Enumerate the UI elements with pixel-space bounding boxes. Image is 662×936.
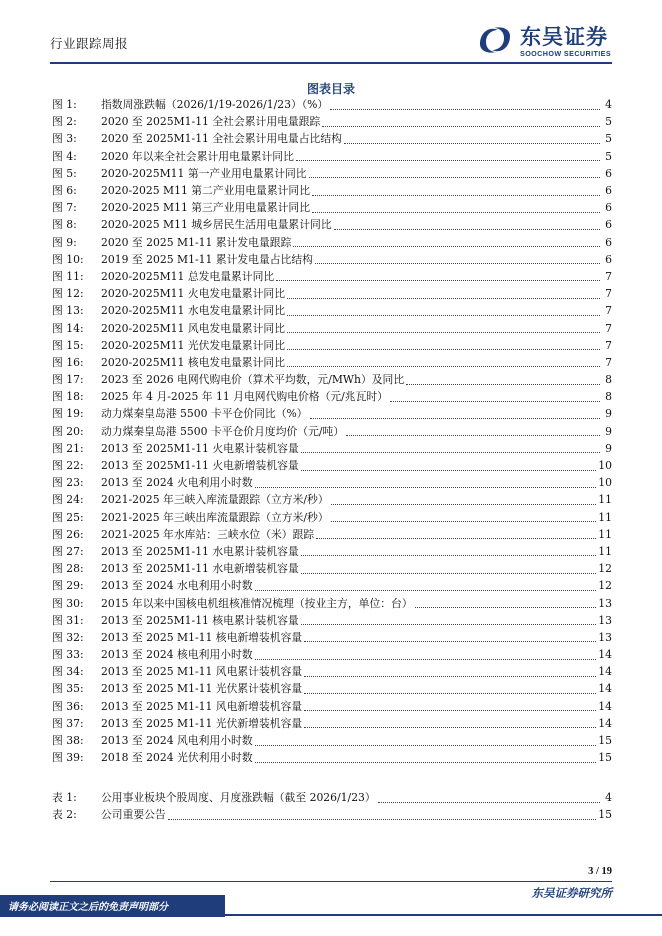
toc-entry-title: 2020 至 2025 M1-11 累计发电量跟踪 xyxy=(101,235,292,249)
toc-entry-number: 图 17: xyxy=(52,373,84,387)
toc-dot-leader xyxy=(301,469,597,471)
toc-figure-entry[interactable] xyxy=(52,577,612,594)
toc-entry-page: 13 xyxy=(598,613,612,627)
table-list xyxy=(52,789,612,823)
toc-figure-entry[interactable] xyxy=(52,732,612,749)
toc-entry-number: 图 37: xyxy=(52,716,84,730)
toc-entry-title: 2013 至 2025 M1-11 光伏累计装机容量 xyxy=(101,682,303,696)
toc-entry-number: 图 33: xyxy=(52,648,84,662)
toc-figure-entry[interactable] xyxy=(52,388,612,405)
toc-entry-number: 图 32: xyxy=(52,630,84,644)
toc-entry-title: 指数周涨跌幅（2026/1/19-2026/1/23）（%） xyxy=(101,98,329,112)
toc-figure-entry[interactable] xyxy=(52,474,612,491)
toc-entry-page: 5 xyxy=(605,132,612,146)
toc-entry-page: 12 xyxy=(598,579,612,593)
toc-dot-leader xyxy=(331,503,597,505)
toc-entry-title: 动力煤秦皇岛港 5500 卡平仓价月度均价（元/吨） xyxy=(101,424,345,438)
toc-dot-leader xyxy=(287,314,600,316)
toc-figure-entry[interactable] xyxy=(52,680,612,697)
toc-entry-number: 图 18: xyxy=(52,390,84,404)
toc-figure-entry[interactable] xyxy=(52,629,612,646)
footer-bar-line xyxy=(225,914,662,916)
toc-entry-title: 2013 至 2025 M1-11 光伏新增装机容量 xyxy=(101,716,303,730)
toc-dot-leader xyxy=(312,194,600,196)
toc-entry-title: 2021-2025 年水库站：三峡水位（米）跟踪 xyxy=(101,527,315,541)
company-logo xyxy=(476,22,626,62)
toc-entry-title: 2025 年 4 月-2025 年 11 月电网代购电价格（元/兆瓦时） xyxy=(101,390,388,404)
toc-dot-leader xyxy=(287,297,600,299)
toc-entry-title: 动力煤秦皇岛港 5500 卡平仓价同比（%） xyxy=(101,407,308,421)
toc-entry-page: 14 xyxy=(598,682,612,696)
toc-entry-number: 图 21: xyxy=(52,441,84,455)
toc-entry-number: 图 26: xyxy=(52,527,84,541)
toc-entry-page: 6 xyxy=(605,201,612,215)
toc-entry-number: 表 1: xyxy=(52,791,77,805)
toc-figure-entry[interactable] xyxy=(52,285,612,302)
toc-entry-title: 2020-2025M11 风电发电量累计同比 xyxy=(101,321,285,335)
toc-entry-number: 图 11: xyxy=(52,269,84,283)
toc-entry-page: 6 xyxy=(605,218,612,232)
toc-entry-title: 2023 至 2026 电网代购电价（算术平均数，元/MWh）及同比 xyxy=(101,373,405,387)
toc-dot-leader xyxy=(331,520,597,522)
toc-dot-leader xyxy=(346,434,600,436)
toc-table-entry[interactable] xyxy=(52,789,612,806)
toc-figure-entry[interactable] xyxy=(52,698,612,715)
toc-dot-leader xyxy=(304,640,596,642)
toc-entry-number: 图 20: xyxy=(52,424,84,438)
toc-entry-title: 2020-2025M11 核电发电量累计同比 xyxy=(101,355,285,369)
toc-figure-entry[interactable] xyxy=(52,130,612,147)
toc-figure-entry[interactable] xyxy=(52,234,612,251)
toc-entry-title: 2020-2025M11 火电发电量累计同比 xyxy=(101,287,285,301)
toc-entry-title: 2020-2025M11 光伏发电量累计同比 xyxy=(101,338,285,352)
toc-entry-number: 图 19: xyxy=(52,407,84,421)
toc-entry-title: 2020 至 2025M1-11 全社会累计用电量跟踪 xyxy=(101,115,321,129)
toc-entry-number: 图 23: xyxy=(52,476,84,490)
toc-entry-title: 2020-2025M11 水电发电量累计同比 xyxy=(101,304,285,318)
toc-figure-entry[interactable] xyxy=(52,612,612,629)
toc-entry-number: 表 2: xyxy=(52,808,77,822)
toc-dot-leader xyxy=(415,606,597,608)
toc-figure-entry[interactable] xyxy=(52,182,612,199)
toc-dot-leader xyxy=(255,761,597,763)
toc-dot-leader xyxy=(330,108,600,110)
toc-entry-page: 14 xyxy=(598,699,612,713)
toc-entry-page: 11 xyxy=(598,493,612,507)
toc-entry-page: 13 xyxy=(598,630,612,644)
toc-entry-number: 图 38: xyxy=(52,734,84,748)
toc-figure-entry[interactable] xyxy=(52,509,612,526)
toc-entry-page: 6 xyxy=(605,252,612,266)
toc-dot-leader xyxy=(344,142,600,144)
toc-dot-leader xyxy=(312,211,600,213)
toc-entry-title: 公司重要公告 xyxy=(101,808,166,822)
toc-entry-number: 图 16: xyxy=(52,355,84,369)
toc-entry-page: 7 xyxy=(605,321,612,335)
toc-entry-number: 图 28: xyxy=(52,562,84,576)
toc-dot-leader xyxy=(378,801,600,803)
toc-entry-number: 图 22: xyxy=(52,459,84,473)
toc-dot-leader xyxy=(304,709,596,711)
toc-dot-leader xyxy=(255,744,597,746)
toc-dot-leader xyxy=(287,365,600,367)
toc-entry-number: 图 2: xyxy=(52,115,77,129)
toc-dot-leader xyxy=(301,451,600,453)
toc-dot-leader xyxy=(310,417,600,419)
toc-figure-entry[interactable] xyxy=(52,354,612,371)
toc-entry-page: 7 xyxy=(605,304,612,318)
toc-entry-title: 2013 至 2025M1-11 水电新增装机容量 xyxy=(101,562,299,576)
toc-entry-page: 11 xyxy=(598,544,612,558)
toc-dot-leader xyxy=(287,348,600,350)
toc-entry-number: 图 15: xyxy=(52,338,84,352)
toc-figure-entry[interactable] xyxy=(52,96,612,113)
toc-entry-page: 5 xyxy=(605,149,612,163)
toc-dot-leader xyxy=(334,228,600,230)
toc-entry-page: 11 xyxy=(598,510,612,524)
toc-entry-number: 图 29: xyxy=(52,579,84,593)
toc-entry-page: 14 xyxy=(598,665,612,679)
toc-dot-leader xyxy=(301,554,597,556)
toc-entry-number: 图 13: xyxy=(52,304,84,318)
toc-entry-title: 2018 至 2024 光伏利用小时数 xyxy=(101,751,253,765)
toc-entry-page: 7 xyxy=(605,287,612,301)
toc-entry-number: 图 14: xyxy=(52,321,84,335)
toc-entry-page: 9 xyxy=(605,441,612,455)
figure-list xyxy=(52,96,612,766)
toc-entry-number: 图 12: xyxy=(52,287,84,301)
toc-figure-entry[interactable] xyxy=(52,165,612,182)
toc-entry-title: 2013 至 2024 核电利用小时数 xyxy=(101,648,253,662)
toc-entry-page: 8 xyxy=(605,373,612,387)
toc-entry-page: 6 xyxy=(605,166,612,180)
toc-entry-page: 7 xyxy=(605,338,612,352)
toc-figure-entry[interactable] xyxy=(52,337,612,354)
toc-figure-entry[interactable] xyxy=(52,251,612,268)
toc-figure-entry[interactable] xyxy=(52,268,612,285)
toc-entry-number: 图 7: xyxy=(52,201,77,215)
footer-notice-bar xyxy=(0,895,225,917)
toc-dot-leader xyxy=(293,245,600,247)
toc-entry-number: 图 24: xyxy=(52,493,84,507)
toc-dot-leader xyxy=(168,818,596,820)
toc-figure-entry[interactable] xyxy=(52,715,612,732)
toc-dot-leader xyxy=(309,176,600,178)
toc-figure-entry[interactable] xyxy=(52,646,612,663)
header-divider xyxy=(50,62,612,64)
toc-figure-entry[interactable] xyxy=(52,491,612,508)
toc-entry-title: 2013 至 2024 水电利用小时数 xyxy=(101,579,253,593)
toc-entry-title: 公用事业板块个股周度、月度涨跌幅（截至 2026/1/23） xyxy=(101,791,376,805)
toc-entry-title: 2021-2025 年三峡入库流量跟踪（立方米/秒） xyxy=(101,493,329,507)
toc-entry-page: 10 xyxy=(598,476,612,490)
toc-figure-entry[interactable] xyxy=(52,405,612,422)
toc-entry-number: 图 10: xyxy=(52,252,84,266)
toc-dot-leader xyxy=(255,589,597,591)
toc-entry-page: 15 xyxy=(598,751,612,765)
toc-dot-leader xyxy=(304,726,596,728)
toc-dot-leader xyxy=(304,692,596,694)
toc-entry-number: 图 27: xyxy=(52,544,84,558)
toc-entry-title: 2019 至 2025 M1-11 累计发电量占比结构 xyxy=(101,252,313,266)
toc-entry-page: 13 xyxy=(598,596,612,610)
toc-entry-title: 2020 年以来全社会累计用电量累计同比 xyxy=(101,149,294,163)
toc-entry-title: 2020-2025 M11 第三产业用电量累计同比 xyxy=(101,201,311,215)
toc-dot-leader xyxy=(255,486,597,488)
toc-entry-number: 图 1: xyxy=(52,98,77,112)
toc-dot-leader xyxy=(316,537,596,539)
toc-entry-number: 图 34: xyxy=(52,665,84,679)
logo-english-name: SOOCHOW SECURITIES xyxy=(520,49,612,58)
toc-figure-entry[interactable] xyxy=(52,663,612,680)
toc-figure-entry[interactable] xyxy=(52,526,612,543)
toc-entry-page: 7 xyxy=(605,269,612,283)
toc-figure-entry[interactable] xyxy=(52,199,612,216)
toc-dot-leader xyxy=(287,331,600,333)
toc-figure-entry[interactable] xyxy=(52,216,612,233)
toc-figure-entry[interactable] xyxy=(52,319,612,336)
toc-entry-page: 15 xyxy=(598,808,612,822)
toc-table-entry[interactable] xyxy=(52,806,612,823)
toc-entry-title: 2021-2025 年三峡出库流量跟踪（立方米/秒） xyxy=(101,510,329,524)
toc-entry-number: 图 9: xyxy=(52,235,77,249)
toc-entry-number: 图 5: xyxy=(52,166,77,180)
toc-entry-number: 图 25: xyxy=(52,510,84,524)
toc-figure-entry[interactable] xyxy=(52,302,612,319)
toc-figure-entry[interactable] xyxy=(52,148,612,165)
toc-entry-page: 5 xyxy=(605,115,612,129)
toc-dot-leader xyxy=(255,658,597,660)
logo-chinese-name: 东吴证券 xyxy=(520,25,608,49)
toc-figure-entry[interactable] xyxy=(52,543,612,560)
toc-entry-number: 图 30: xyxy=(52,596,84,610)
report-type-label: 行业跟踪周报 xyxy=(50,36,129,51)
toc-entry-title: 2020-2025M11 第一产业用电量累计同比 xyxy=(101,166,307,180)
toc-dot-leader xyxy=(301,572,597,574)
toc-figure-entry[interactable] xyxy=(52,371,612,388)
toc-dot-leader xyxy=(304,675,596,677)
toc-entry-page: 4 xyxy=(605,791,612,805)
toc-entry-title: 2020-2025 M11 第二产业用电量累计同比 xyxy=(101,184,311,198)
company-logo-mark-icon xyxy=(476,24,514,56)
toc-entry-page: 8 xyxy=(605,390,612,404)
toc-dot-leader xyxy=(322,125,600,127)
toc-entry-title: 2013 至 2024 火电利用小时数 xyxy=(101,476,253,490)
toc-figure-entry[interactable] xyxy=(52,594,612,611)
toc-entry-page: 6 xyxy=(605,184,612,198)
disclaimer-notice: 请务必阅读正文之后的免责声明部分 xyxy=(8,902,168,913)
toc-entry-page: 14 xyxy=(598,716,612,730)
toc-entry-page: 12 xyxy=(598,562,612,576)
toc-entry-title: 2013 至 2025 M1-11 核电新增装机容量 xyxy=(101,630,303,644)
toc-figure-entry[interactable] xyxy=(52,440,612,457)
toc-entry-number: 图 6: xyxy=(52,184,77,198)
toc-entry-number: 图 35: xyxy=(52,682,84,696)
toc-entry-title: 2013 至 2024 风电利用小时数 xyxy=(101,734,253,748)
toc-figure-entry[interactable] xyxy=(52,423,612,440)
toc-title: 图表目录 xyxy=(306,82,355,96)
toc-entry-title: 2013 至 2025 M1-11 风电累计装机容量 xyxy=(101,665,303,679)
page-number: 3 / 19 xyxy=(588,866,612,877)
toc-figure-entry[interactable] xyxy=(52,749,612,766)
toc-entry-title: 2013 至 2025 M1-11 风电新增装机容量 xyxy=(101,699,303,713)
toc-entry-page: 15 xyxy=(598,734,612,748)
toc-dot-leader xyxy=(301,623,597,625)
toc-entry-page: 9 xyxy=(605,407,612,421)
toc-entry-page: 10 xyxy=(598,459,612,473)
footer-org-name: 东吴证券研究所 xyxy=(531,886,612,900)
toc-entry-number: 图 8: xyxy=(52,218,77,232)
toc-entry-number: 图 31: xyxy=(52,613,84,627)
toc-dot-leader xyxy=(406,383,600,385)
toc-entry-number: 图 39: xyxy=(52,751,84,765)
toc-entry-number: 图 3: xyxy=(52,132,77,146)
toc-entry-page: 7 xyxy=(605,355,612,369)
toc-entry-number: 图 36: xyxy=(52,699,84,713)
toc-dot-leader xyxy=(296,159,600,161)
toc-dot-leader xyxy=(315,262,600,264)
toc-figure-entry[interactable] xyxy=(52,457,612,474)
toc-entry-title: 2013 至 2025M1-11 火电新增装机容量 xyxy=(101,459,299,473)
toc-entry-page: 9 xyxy=(605,424,612,438)
toc-entry-title: 2013 至 2025M1-11 水电累计装机容量 xyxy=(101,544,299,558)
toc-entry-page: 4 xyxy=(605,98,612,112)
toc-figure-entry[interactable] xyxy=(52,113,612,130)
toc-entry-page: 6 xyxy=(605,235,612,249)
toc-entry-title: 2020-2025M11 总发电量累计同比 xyxy=(101,269,275,283)
toc-entry-page: 14 xyxy=(598,648,612,662)
toc-entry-number: 图 4: xyxy=(52,149,77,163)
footer-divider xyxy=(50,881,612,882)
toc-entry-title: 2020 至 2025M1-11 全社会累计用电量占比结构 xyxy=(101,132,342,146)
toc-entry-title: 2013 至 2025M1-11 核电累计装机容量 xyxy=(101,613,299,627)
toc-dot-leader xyxy=(390,400,600,402)
toc-entry-title: 2015 年以来中国核电机组核准情况梳理（按业主方，单位：台） xyxy=(101,596,413,610)
toc-entry-title: 2013 至 2025M1-11 火电累计装机容量 xyxy=(101,441,299,455)
toc-entry-page: 11 xyxy=(598,527,612,541)
toc-dot-leader xyxy=(276,279,600,281)
toc-figure-entry[interactable] xyxy=(52,560,612,577)
toc-entry-title: 2020-2025 M11 城乡居民生活用电量累计同比 xyxy=(101,218,332,232)
